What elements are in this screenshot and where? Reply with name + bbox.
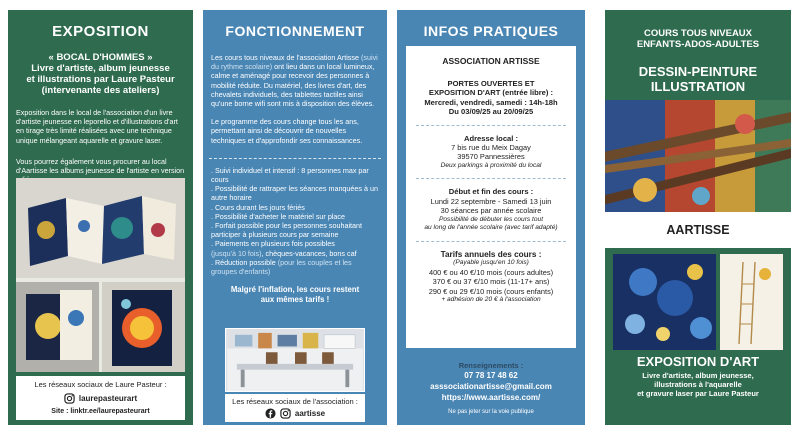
exposition-title: EXPOSITION xyxy=(52,23,149,40)
cours-note: Possibilité de débuter les cours tout xyxy=(438,215,544,223)
fonctionnement-intro xyxy=(211,53,379,108)
instagram-icon[interactable] xyxy=(64,393,75,404)
artist-site-link[interactable]: Site : linktr.ee/laurepasteurart xyxy=(51,408,150,415)
list-item xyxy=(211,258,379,276)
fonctionnement-programme: Le programme des cours change tous les ans, permettant ainsi de découvrir de nouvelles techniques et d'approfondir ses connaissances. xyxy=(211,117,363,145)
infos-title: INFOS PRATIQUES xyxy=(423,23,559,39)
panel-fonctionnement xyxy=(203,10,387,425)
instagram-icon[interactable] xyxy=(280,408,291,419)
artwork-photos xyxy=(613,254,783,350)
panel-exposition xyxy=(8,10,193,425)
tarif-adhesion: + adhésion de 20 € à l'association xyxy=(441,296,541,304)
cover-line: ILLUSTRATION xyxy=(650,79,746,94)
divider xyxy=(416,178,566,179)
tarif-line: 400 € ou 40 €/10 mois (cours adultes) xyxy=(428,267,554,277)
tarifs-note: (Payable jusqu'en 10 fois) xyxy=(453,259,529,267)
cover-expo-line: Livre d'artiste, album jeunesse, xyxy=(642,371,754,380)
cover-line: DESSIN-PEINTURE xyxy=(638,64,758,79)
fonctionnement-title: FONCTIONNEMENT xyxy=(225,23,365,39)
divider xyxy=(416,241,566,242)
divider xyxy=(416,125,566,126)
website-link[interactable]: https://www.aartisse.com/ xyxy=(441,393,541,402)
paintbrushes-photo xyxy=(605,100,791,212)
exposition-photos xyxy=(16,178,185,372)
adresse-line: 7 bis rue du Meix Dagay xyxy=(451,143,531,153)
portes-ouvertes-dates: Du 03/09/25 au 20/09/25 xyxy=(448,107,534,117)
list-item: . Possibilité d'acheter le matériel sur place xyxy=(211,211,346,221)
classroom-photo xyxy=(225,328,365,392)
portes-ouvertes-line: PORTES OUVERTES ET xyxy=(447,79,535,88)
print-note: Ne pas jeter sur la voie publique xyxy=(448,409,534,415)
list-item: . Possibilité de rattraper les séances manquées à un autre horaire xyxy=(211,184,379,203)
portes-ouvertes-hours: Mercredi, vendredi, samedi : 14h-18h xyxy=(424,97,558,107)
list-item: . Forfait possible pour les personnes souhaitant participer à plusieurs cours par semaine xyxy=(211,221,363,240)
cover-expo-line: illustrations à l'aquarelle xyxy=(654,380,742,389)
strong-line: Malgré l'inflation, les cours restent xyxy=(230,285,360,295)
cover-line: COURS TOUS NIVEAUX xyxy=(643,28,753,39)
cover-line: ENFANTS-ADOS-ADULTES xyxy=(636,39,760,50)
panel-infos-pratiques xyxy=(397,10,585,425)
adresse-line: 39570 Pannessières xyxy=(457,152,525,162)
tarif-line: 370 € ou 37 €/10 mois (11-17+ ans) xyxy=(432,277,550,287)
list-item xyxy=(211,249,379,258)
exposition-description: Exposition dans le local de l'association d'un livre d'artiste jeunesse en leporello et d'illustrations d'art en tirage très limité réalisées avec une technique unique mélangeant aquarelle et gravure laser. xyxy=(16,108,178,145)
fonctionnement-list xyxy=(211,166,379,276)
cours-dates: Lundi 22 septembre - Samedi 13 juin xyxy=(430,196,552,206)
subtitle-line: « BOCAL D'HOMMES » xyxy=(48,52,153,63)
list-item-text: , chèques-vacances, bons caf xyxy=(261,248,357,258)
list-item: . Paiements en plusieurs fois possibles xyxy=(211,239,335,249)
exposition-albums-note: Vous pourrez également vous procurer au local d'Aartisse les albums jeunesse de l'artiste en version xyxy=(16,156,185,176)
brand-name: AARTISSE xyxy=(666,223,730,237)
cover-header xyxy=(605,28,791,94)
adresse-title: Adresse local : xyxy=(463,133,519,143)
tarif-line: 290 € ou 29 €/10 mois (cours enfants) xyxy=(428,286,554,296)
artist-instagram-link[interactable]: laurepasteurart xyxy=(78,394,138,403)
email-link[interactable]: asssociationartisse@gmail.com xyxy=(430,382,552,391)
phone-number[interactable]: 07 78 17 48 62 xyxy=(464,371,518,380)
association-name: ASSOCIATION ARTISSE xyxy=(442,56,540,66)
infos-box xyxy=(406,46,576,348)
subtitle-line: et illustrations par Laure Pasteur xyxy=(26,74,175,85)
exposition-subtitle xyxy=(14,52,187,96)
subtitle-line: Livre d'artiste, album jeunesse xyxy=(31,63,170,74)
cover-expo-title: EXPOSITION D'ART xyxy=(636,354,760,369)
artist-social-box xyxy=(16,376,185,420)
intro-text: ont lieu dans un local lumineux, calme et aménagé pour recevoir des personnes à mobilité réduite. Du matériel, des livres d'art, des chevalets individuels, des tablettes tactiles ainsi qu'une borne wifi sont mis à disposition des élèves. xyxy=(211,62,375,109)
panel-cover xyxy=(605,10,791,425)
cours-count: 30 séances par année scolaire xyxy=(440,206,542,216)
divider xyxy=(209,158,381,159)
renseignements-title: Renseignements : xyxy=(458,361,524,370)
tarifs-stable-note xyxy=(209,285,381,305)
soft-text: (jusqu'à 10 fois) xyxy=(211,248,262,258)
brand-band xyxy=(605,212,791,248)
association-instagram-link[interactable]: aartisse xyxy=(294,409,326,418)
association-social-box xyxy=(225,394,365,422)
facebook-icon[interactable] xyxy=(265,408,276,419)
list-item: . Suivi individuel et intensif : 8 personnes max par cours xyxy=(211,165,369,185)
adresse-note: Deux parkings à proximité du local xyxy=(440,161,542,169)
subtitle-line: (intervenante des ateliers) xyxy=(41,85,160,96)
list-item: . Cours durant les jours fériés xyxy=(211,202,305,212)
tarifs-title: Tarifs annuels des cours : xyxy=(440,249,542,259)
intro-soft-text: (suivi du rythme scolaire) xyxy=(211,53,378,72)
cover-exposition xyxy=(605,354,791,398)
cours-title: Début et fin des cours : xyxy=(448,187,534,197)
cover-expo-line: et gravure laser par Laure Pasteur xyxy=(637,389,759,398)
association-social-label: Les réseaux sociaux de l'association : xyxy=(232,397,358,406)
soft-text: (pour les couples et les groupes d'enfants) xyxy=(211,257,352,277)
portes-ouvertes-line: EXPOSITION D'ART (entrée libre) : xyxy=(428,88,554,98)
strong-line: aux mêmes tarifs ! xyxy=(260,295,330,305)
intro-text: Les cours tous niveaux de l'association Artisse xyxy=(211,53,361,62)
cours-note: au long de l'année scolaire (avec tarif adapté) xyxy=(424,224,558,232)
list-item-text: . Réduction possible xyxy=(211,257,276,267)
artist-social-label: Les réseaux sociaux de Laure Pasteur : xyxy=(34,380,167,389)
contact-block xyxy=(397,357,585,415)
